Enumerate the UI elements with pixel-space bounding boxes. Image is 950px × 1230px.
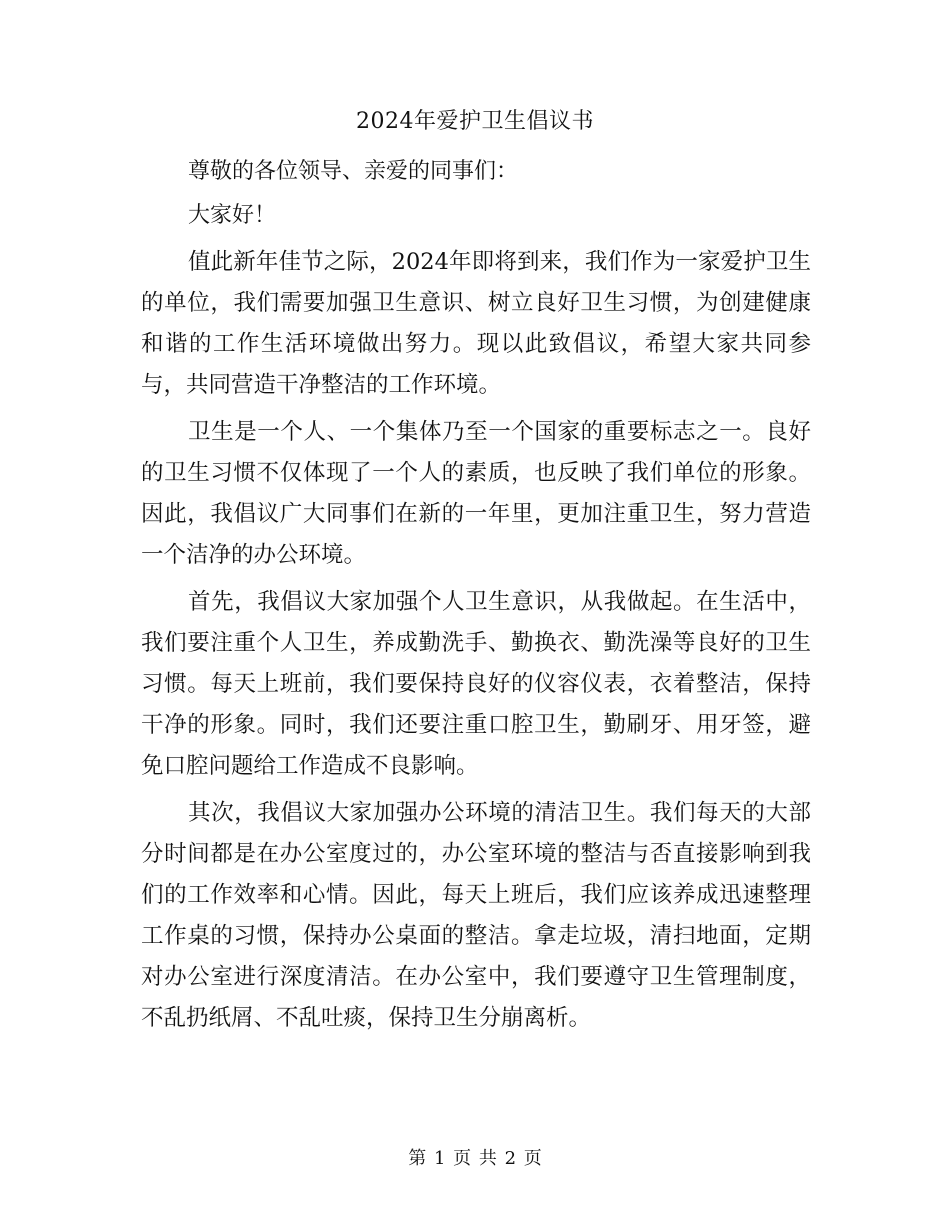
body-paragraph: 值此新年佳节之际，2024年即将到来，我们作为一家爱护卫生的单位，我们需要加强卫生意识、树立良好卫生习惯，为创建健康和谐的工作生活环境做出努力。现以此致倡议，希望大家共同参与，共同营造干净整洁的工作环境。 — [141, 249, 811, 398]
body-paragraph: 首先，我倡议大家加强个人卫生意识，从我做起。在生活中，我们要注重个人卫生，养成勤洗手、勤换衣、勤洗澡等良好的卫生习惯。每天上班前，我们要保持良好的仪容仪表，衣着整洁，保持干净的形象。同时，我们还要注重口腔卫生，勤刷牙、用牙签，避免口腔问题给工作造成不良影响。 — [141, 589, 811, 779]
page-number-footer: 第 1 页 共 2 页 — [408, 1148, 542, 1169]
body-paragraph: 卫生是一个人、一个集体乃至一个国家的重要标志之一。良好的卫生习惯不仅体现了一个人的素质，也反映了我们单位的形象。因此，我倡议广大同事们在新的一年里，更加注重卫生，努力营造一个洁净的办公环境。 — [141, 419, 811, 568]
greeting-line: 大家好！ — [188, 203, 277, 228]
document-title: 2024年爱护卫生倡议书 — [356, 109, 594, 134]
document-body — [141, 152, 811, 1039]
body-paragraph: 其次，我倡议大家加强办公环境的清洁卫生。我们每天的大部分时间都是在办公室度过的，办公室环境的整洁与否直接影响到我们的工作效率和心情。因此，每天上班后，我们应该养成迅速整理工作桌的习惯，保持办公桌面的整洁。拿走垃圾，清扫地面，定期对办公室进行深度清洁。在办公室中，我们要遵守卫生管理制度，不乱扔纸屑、不乱吐痰，保持卫生分崩离析。 — [141, 800, 811, 1031]
salutation-line: 尊敬的各位领导、亲爱的同事们： — [188, 159, 519, 184]
